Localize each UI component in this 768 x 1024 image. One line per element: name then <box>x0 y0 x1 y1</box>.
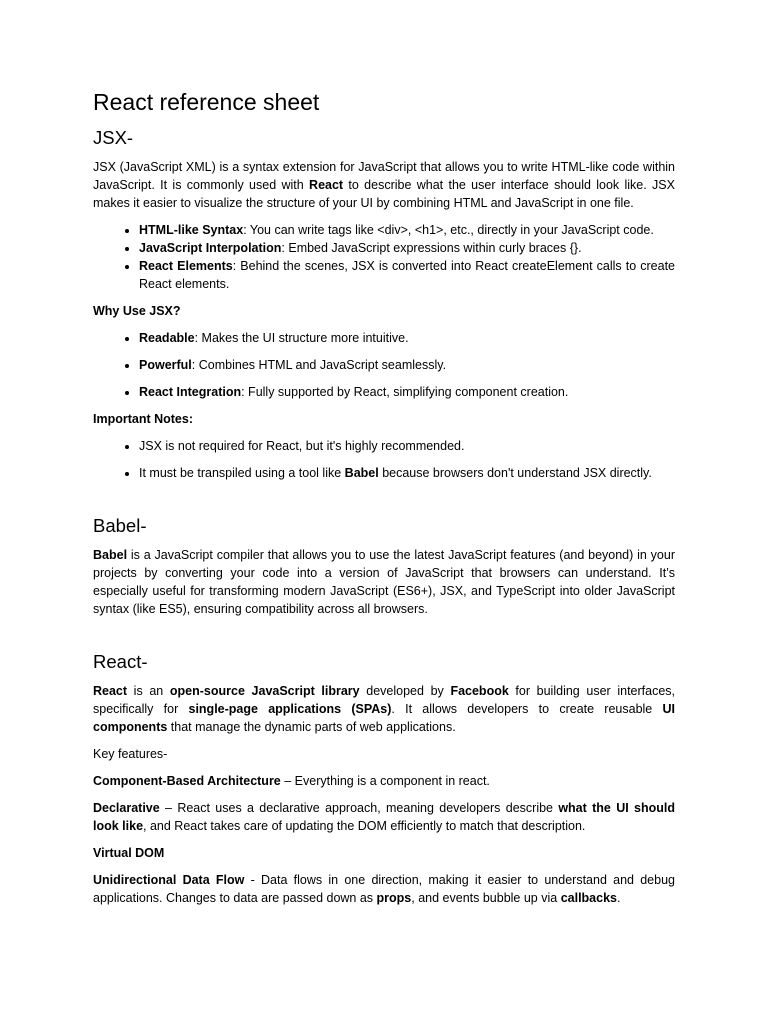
dataflow-paragraph <box>93 871 675 907</box>
list-item-term: JavaScript Interpolation <box>139 241 282 255</box>
declarative-paragraph <box>93 799 675 835</box>
list-item <box>139 221 675 239</box>
jsx-heading: JSX- <box>93 127 134 148</box>
bold-run: what the UI should look like <box>93 801 675 833</box>
bold-run: React <box>93 684 128 698</box>
bold-run: Component-Based Architecture <box>93 774 281 788</box>
bold-run: Facebook <box>450 684 509 698</box>
text-run: because browsers don't understand JSX directly. <box>378 466 652 480</box>
document-page <box>93 88 675 916</box>
jsx-intro-paragraph <box>93 158 675 212</box>
text-run: developed by <box>359 684 451 698</box>
text-run: – Everything is a component in react. <box>280 774 490 788</box>
text-run: It must be transpiled using a tool like <box>139 466 345 480</box>
text-run: . <box>616 891 621 905</box>
section-spacer <box>93 627 675 650</box>
bold-run: UI components <box>93 702 675 734</box>
react-heading: React- <box>93 651 148 672</box>
list-item-term: Powerful <box>139 358 192 372</box>
text-run: that manage the dynamic parts of web applications. <box>167 720 456 734</box>
bold-run: Unidirectional Data Flow <box>93 873 245 887</box>
list-item-desc: : You can write tags like <div>, <h1>, etc., directly in your JavaScript code. <box>243 223 654 237</box>
list-item: • JSX is not required for React, but it's highly recommended. <box>139 437 675 455</box>
page-title: React reference sheet <box>93 89 320 115</box>
text-run: – React uses a declarative approach, meaning developers describe <box>159 801 559 815</box>
text-run: , and React takes care of updating the DOM efficiently to match that description. <box>143 819 586 833</box>
bold-run: Declarative <box>93 801 160 815</box>
list-item-term: Readable <box>139 331 195 345</box>
why-jsx-list <box>93 329 675 401</box>
jsx-features-list <box>93 221 675 293</box>
important-notes-heading: Important Notes: <box>93 412 193 426</box>
list-item-desc: : Fully supported by React, simplifying component creation. <box>241 385 569 399</box>
list-item-term: React Integration <box>139 385 242 399</box>
babel-heading: Babel- <box>93 515 147 536</box>
text-run: for building user interfaces, specifically for <box>93 684 676 716</box>
text-run: , and events bubble up via <box>411 891 561 905</box>
text-run: to describe what the user interface should look like. JSX makes it easier to visualize the structure of your UI by combining HTML and JavaScript in one file. <box>93 178 675 210</box>
bold-run: callbacks <box>560 891 617 905</box>
list-item-desc: : Combines HTML and JavaScript seamlessly. <box>191 358 447 372</box>
text-run: is a JavaScript compiler that allows you to use the latest JavaScript features (and beyond) in your projects by converting your code into a version of JavaScript that browsers can understand. It’s especially useful for transforming modern JavaScript (ES6+), JSX, and TypeScript into older JavaScript syntax (like ES5), ensuring compatibility across all browsers. <box>93 548 675 616</box>
list-item <box>139 383 675 401</box>
list-item-desc: : Behind the scenes, JSX is converted into React createElement calls to create React elements. <box>139 259 675 291</box>
list-item-term: React Elements <box>139 259 233 273</box>
list-item <box>139 464 675 482</box>
babel-paragraph <box>93 546 675 618</box>
bold-run: props <box>376 891 412 905</box>
component-architecture-paragraph <box>93 772 675 790</box>
bold-run: Babel <box>93 548 128 562</box>
virtual-dom-label: Virtual DOM <box>93 846 165 860</box>
list-item <box>139 257 675 293</box>
list-item <box>139 329 675 347</box>
section-spacer <box>93 491 675 514</box>
why-jsx-heading: Why Use JSX? <box>93 304 181 318</box>
list-item-desc: : Embed JavaScript expressions within curly braces {}. <box>281 241 582 255</box>
list-item <box>139 356 675 374</box>
text-run: - Data flows in one direction, making it easier to understand and debug applications. Changes to data are passed down as <box>93 873 675 905</box>
list-item-desc: : Makes the UI structure more intuitive. <box>194 331 409 345</box>
list-item <box>139 239 675 257</box>
bold-run: React <box>309 178 344 192</box>
bold-run: Babel <box>344 466 379 480</box>
key-features-label: Key features- <box>93 747 168 761</box>
list-item-term: HTML-like Syntax <box>139 223 244 237</box>
text-run: . It allows developers to create reusable <box>391 702 663 716</box>
text-run: is an <box>127 684 170 698</box>
bold-run: single-page applications (SPAs) <box>188 702 392 716</box>
react-intro-paragraph <box>93 682 675 736</box>
important-notes-list <box>93 437 675 482</box>
text-run: JSX (JavaScript XML) is a syntax extension for JavaScript that allows you to write HTML-like code within JavaScript. It is commonly used with <box>93 160 675 192</box>
bold-run: open-source JavaScript library <box>169 684 360 698</box>
